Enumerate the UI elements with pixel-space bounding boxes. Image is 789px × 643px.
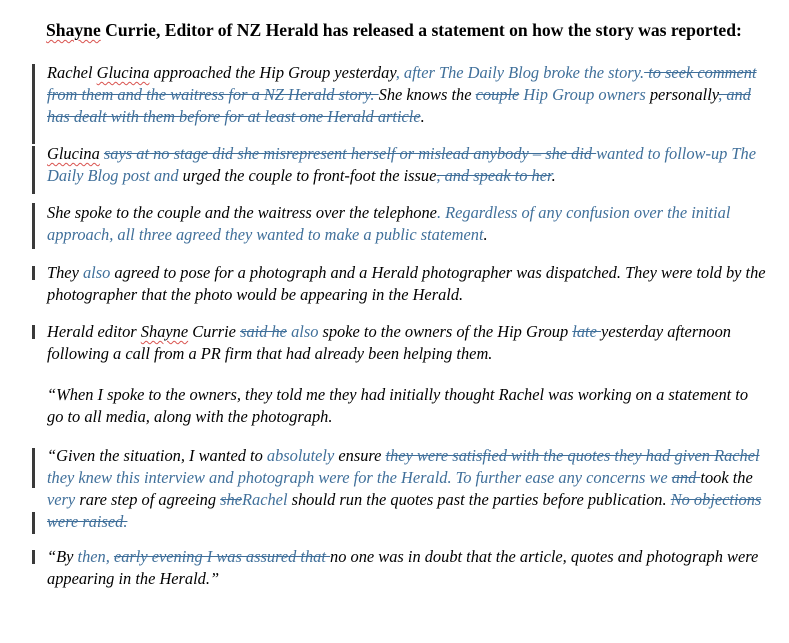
change-bar-7b <box>32 512 35 534</box>
deleted-text: says at no stage did she misrepresent herself or mislead anybody – she did <box>103 144 597 163</box>
deleted-text: No objections were raised. <box>47 490 762 531</box>
change-bar-8 <box>32 550 35 564</box>
inserted-text: wanted to follow-up The Daily Blog post and <box>47 144 757 185</box>
change-bar-3 <box>32 203 35 249</box>
heading-text: Currie, Editor of NZ Herald has released a statement on how the story was reported: <box>100 20 742 40</box>
deleted-text: late <box>572 322 601 341</box>
change-bar-4 <box>32 266 35 280</box>
text-run: “By <box>47 547 78 566</box>
deleted-text: early evening I was assured that <box>113 547 331 566</box>
text-run: “When I spoke to the owners, they told me they had initially thought Rachel was working on a statement to go to all media, along with the photograph. <box>47 385 749 426</box>
change-bar-5 <box>32 325 35 339</box>
inserted-text: Hip Group owners <box>519 85 650 104</box>
inserted-text: they knew this interview and photograph were for the Herald. To further ease any concerns we <box>47 468 672 487</box>
inserted-text: . Regardless of any confusion over the initial approach, all three agreed they wanted to make a public statement <box>47 203 731 244</box>
deleted-text: , and speak to her <box>436 166 552 185</box>
text-run: . <box>420 107 425 126</box>
paragraph-3 <box>47 202 767 246</box>
text-run: They <box>47 263 83 282</box>
text-run: Herald editor <box>47 322 141 341</box>
deleted-text: to seek comment from them and the waitress for a NZ Herald story. <box>47 63 757 104</box>
text-run: yesterday afternoon following a call from a PR firm that had already been helping them. <box>47 322 731 363</box>
paragraph-6 <box>47 384 767 428</box>
paragraph-8 <box>47 546 767 590</box>
spellcheck-word: Glucina <box>47 144 100 163</box>
text-run: should run the quotes past the parties before publication. <box>287 490 671 509</box>
text-run: ensure <box>334 446 386 465</box>
deleted-text: they were satisfied with the quotes they had given Rachel <box>385 446 760 465</box>
inserted-text: also <box>286 322 319 341</box>
deleted-text: , and has dealt with them before for at least one Herald article <box>47 85 751 126</box>
heading-name-shayne: Shayne <box>46 20 101 40</box>
text-run: no one was in doubt that the article, quotes and photograph were appearing in the Herald.” <box>47 547 759 588</box>
text-run: took the <box>700 468 753 487</box>
deleted-text: she <box>220 490 242 509</box>
inserted-text: also <box>82 263 111 282</box>
inserted-text: very <box>47 490 76 509</box>
deleted-text: said he <box>240 322 287 341</box>
inserted-text: then, <box>77 547 114 566</box>
inserted-text: Rachel <box>242 490 288 509</box>
text-run: Rachel <box>47 63 97 82</box>
text-run: Currie <box>188 322 241 341</box>
text-run: She spoke to the couple and the waitress over the telephone <box>47 203 437 222</box>
text-run: rare step of agreeing <box>75 490 221 509</box>
text-run: spoke to the owners of the Hip Group <box>318 322 573 341</box>
change-bar-1 <box>32 64 35 144</box>
paragraph-4 <box>47 262 767 306</box>
paragraph-7 <box>47 445 767 533</box>
deleted-text: couple <box>475 85 520 104</box>
paragraph-5 <box>47 321 767 365</box>
text-run: She knows the <box>378 85 476 104</box>
inserted-text: absolutely <box>266 446 335 465</box>
text-run: . <box>483 225 488 244</box>
text-run: agreed to pose for a photograph and a Herald photographer was dispatched. They were told by the photographer that the photo would be appearing in the Herald. <box>47 263 766 304</box>
change-bar-2 <box>32 146 35 194</box>
text-run: urged the couple to front-foot the issue <box>182 166 437 185</box>
change-bar-7a <box>32 448 35 488</box>
text-run: . <box>551 166 556 185</box>
text-run: “Given the situation, I wanted to <box>47 446 267 465</box>
spellcheck-word: Glucina <box>96 63 150 82</box>
text-run: approached the Hip Group yesterday <box>149 63 396 82</box>
paragraph-1 <box>47 62 767 128</box>
inserted-text: , after The Daily Blog broke the story. <box>395 63 645 82</box>
text-run: personally <box>649 85 719 104</box>
statement-heading <box>46 19 776 41</box>
spellcheck-word: Shayne <box>140 322 189 341</box>
paragraph-2 <box>47 143 767 187</box>
deleted-text: and <box>671 468 701 487</box>
